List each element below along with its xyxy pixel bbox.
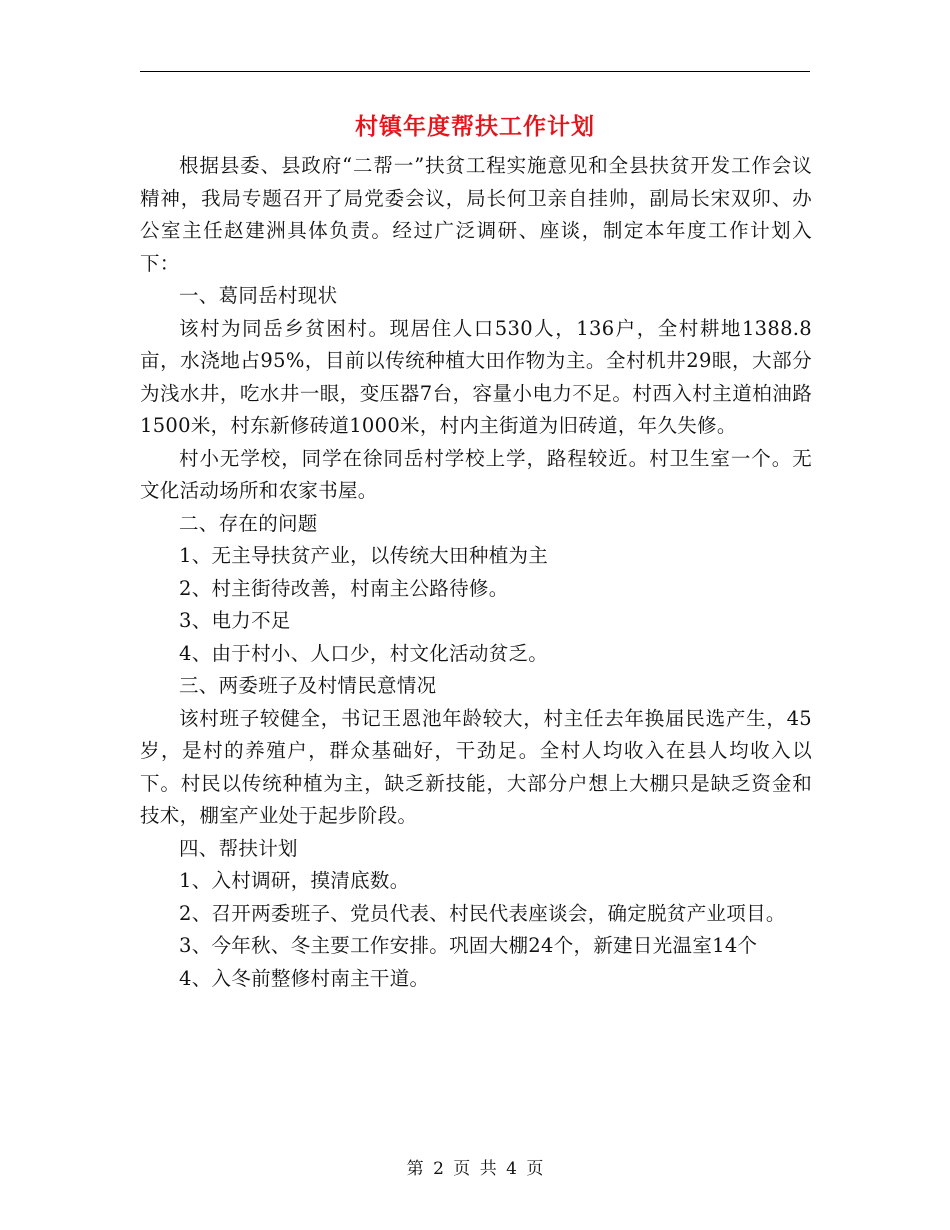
list-item: 1、无主导扶贫产业，以传统大田种植为主 [179, 544, 549, 567]
paragraph-village-status: 该村为同岳乡贫困村。现居住人口530人，136户，全村耕地1388.8亩，水浇地占95%，目前以传统种植大田作物为主。全村机井29眼，大部分为浅水井，吃水井一眼，变压器7台，容量小电力不足。村西入村主道柏油路1500米，村东新修砖道1000米，村内主街道为旧砖道，年久失修。 [140, 316, 812, 437]
section-heading-1: 一、葛同岳村现状 [179, 284, 338, 307]
list-item: 4、由于村小、人口少，村文化活动贫乏。 [179, 641, 549, 665]
section-heading-4: 四、帮扶计划 [179, 836, 298, 860]
page-footer: 第 2 页 共 4 页 [406, 1159, 544, 1179]
section-heading-2: 二、存在的问题 [179, 511, 318, 535]
list-item: 1、入村调研，摸清底数。 [179, 869, 410, 892]
document-body [140, 150, 812, 995]
list-item: 4、入冬前整修村南主干道。 [179, 966, 430, 990]
paragraph-committee: 该村班子较健全，书记王恩池年龄较大，村主任去年换届民选产生，45岁，是村的养殖户，群众基础好，干劲足。全村人均收入在县人均收入以下。村民以传统种植为主，缺乏新技能，大部分户想上大棚只是缺乏资金和技术，棚室产业处于起步阶段。 [140, 706, 812, 827]
section-heading-3: 三、两委班子及村情民意情况 [179, 674, 437, 697]
paragraph-village-facilities: 村小无学校，同学在徐同岳村学校上学，路程较近。村卫生室一个。无文化活动场所和农家书屋。 [140, 446, 812, 502]
list-item: 3、电力不足 [179, 609, 291, 632]
list-item: 2、村主街待改善，村南主公路待修。 [179, 576, 509, 600]
document-title: 村镇年度帮扶工作计划 [355, 113, 595, 140]
list-item: 2、召开两委班子、党员代表、村民代表座谈会，确定脱贫产业项目。 [179, 901, 786, 925]
header-rule [140, 71, 810, 72]
paragraph-intro: 根据县委、县政府“二帮一”扶贫工程实施意见和全县扶贫开发工作会议精神，我局专题召开了局党委会议，局长何卫亲自挂帅，副局长宋双卯、办公室主任赵建洲具体负责。经过广泛调研、座谈，制定本年度工作计划入下： [140, 154, 812, 275]
list-item: 3、今年秋、冬主要工作安排。巩固大棚24个，新建日光温室14个 [179, 934, 758, 957]
